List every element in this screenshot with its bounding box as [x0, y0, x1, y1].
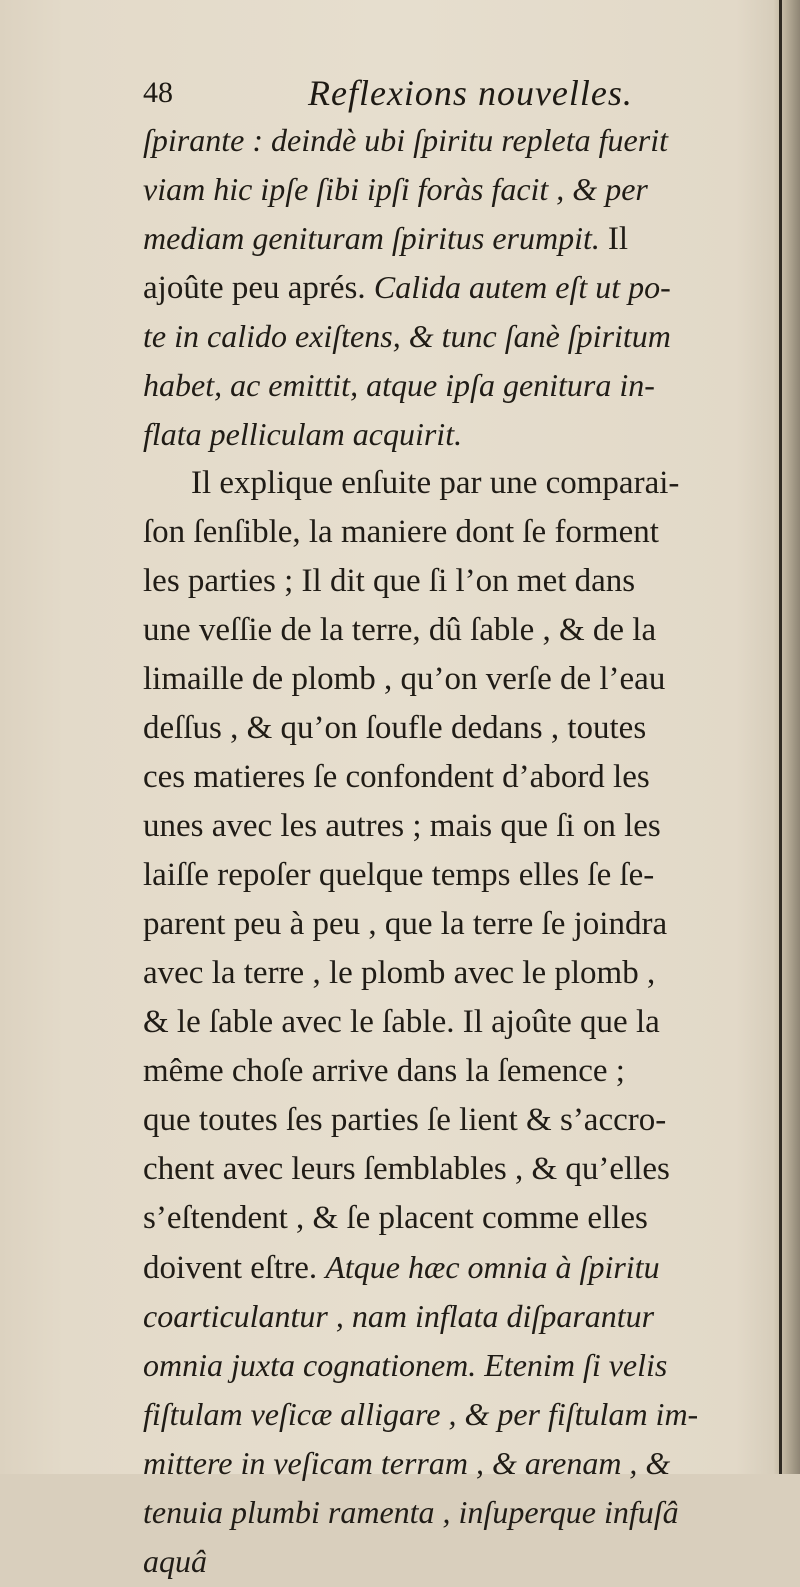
french-text: ces matieres ſe confondent d’abord les — [143, 759, 650, 795]
text-line — [143, 459, 793, 508]
text-line — [143, 410, 793, 459]
french-text: unes avec les autres ; mais que ſi on les — [143, 808, 661, 844]
page-header — [143, 72, 763, 120]
french-text: laiſſe repoſer quelque temps elles ſe ſe- — [143, 857, 655, 893]
text-line — [143, 1341, 793, 1390]
latin-quotation: Atque hæc omnia à ſpiritu — [325, 1249, 660, 1285]
french-text: chent avec leurs ſemblables , & qu’elles — [143, 1151, 670, 1187]
french-text: une veſſie de la terre, dû ſable , & de la — [143, 612, 657, 648]
running-head: Reflexions nouvelles. — [308, 73, 633, 113]
latin-quotation: omnia juxta cognationem. Etenim ſi velis — [143, 1347, 668, 1383]
text-line — [143, 214, 793, 263]
text-line — [143, 1145, 793, 1194]
latin-quotation: coarticulantur , nam inflata diſparantur — [143, 1298, 655, 1334]
latin-quotation: ſpirante : deindè ubi ſpiritu repleta fuerit — [143, 122, 668, 158]
text-line — [143, 704, 793, 753]
latin-quotation: habet, ac emittit, atque ipſa genitura in- — [143, 367, 655, 403]
text-line — [143, 361, 793, 410]
french-text: Il explique enſuite par une comparai- — [191, 465, 680, 501]
text-line — [143, 606, 793, 655]
text-line — [143, 557, 793, 606]
french-text: ſon ſenſible, la maniere dont ſe forment — [143, 514, 659, 550]
french-text: parent peu à peu , que la terre ſe joindra — [143, 906, 668, 942]
text-line — [143, 753, 793, 802]
french-text: avec la terre , le plomb avec le plomb , — [143, 955, 656, 991]
text-line — [143, 1439, 793, 1488]
text-line — [143, 655, 793, 704]
french-text: que toutes ſes parties ſe lient & s’accro- — [143, 1102, 667, 1138]
text-line — [143, 165, 793, 214]
text-line — [143, 1488, 793, 1537]
french-text: les parties ; Il dit que ſi l’on met dans — [143, 563, 636, 599]
text-line — [143, 949, 793, 998]
french-text: deſſus , & qu’on ſoufle dedans , toutes — [143, 710, 647, 746]
body-text — [143, 116, 793, 1586]
latin-quotation: fiſtulam veſicæ alligare , & per fiſtulam im- — [143, 1396, 699, 1432]
text-line — [143, 851, 793, 900]
latin-quotation: tenuia plumbi ramenta , inſuperque infuſâ — [143, 1494, 679, 1530]
text-line — [143, 1194, 793, 1243]
text-line — [143, 1537, 793, 1586]
french-text: & le ſable avec le ſable. Il ajoûte que la — [143, 1004, 660, 1040]
latin-quotation: aquâ — [143, 1543, 207, 1579]
french-text: doivent eſtre. — [143, 1250, 326, 1286]
text-line — [143, 802, 793, 851]
text-line — [143, 116, 793, 165]
french-text: limaille de plomb , qu’on verſe de l’eau — [143, 661, 666, 697]
text-line — [143, 312, 793, 361]
latin-quotation: mediam genituram ſpiritus erumpit. — [143, 220, 608, 256]
text-line — [143, 998, 793, 1047]
page-number: 48 — [143, 76, 173, 109]
text-line — [143, 1243, 793, 1292]
text-line — [143, 1390, 793, 1439]
text-line — [143, 1096, 793, 1145]
french-text: Il — [607, 221, 629, 257]
text-line — [143, 900, 793, 949]
text-line — [143, 1047, 793, 1096]
latin-quotation: flata pelliculam acquirit. — [143, 416, 463, 452]
latin-quotation: viam hic ipſe ſibi ipſi foràs facit , & per — [143, 171, 648, 207]
text-line — [143, 508, 793, 557]
french-text: ajoûte peu aprés. — [143, 270, 374, 306]
text-line — [143, 263, 793, 312]
latin-quotation: Calida autem eſt ut po- — [373, 269, 671, 305]
text-line — [143, 1292, 793, 1341]
french-text: s’eſtendent , & ſe placent comme elles — [143, 1200, 648, 1236]
latin-quotation: mittere in veſicam terram , & arenam , & — [143, 1445, 671, 1481]
latin-quotation: te in calido exiſtens, & tunc ſanè ſpiritum — [143, 318, 671, 354]
french-text: même choſe arrive dans la ſemence ; — [143, 1053, 625, 1089]
